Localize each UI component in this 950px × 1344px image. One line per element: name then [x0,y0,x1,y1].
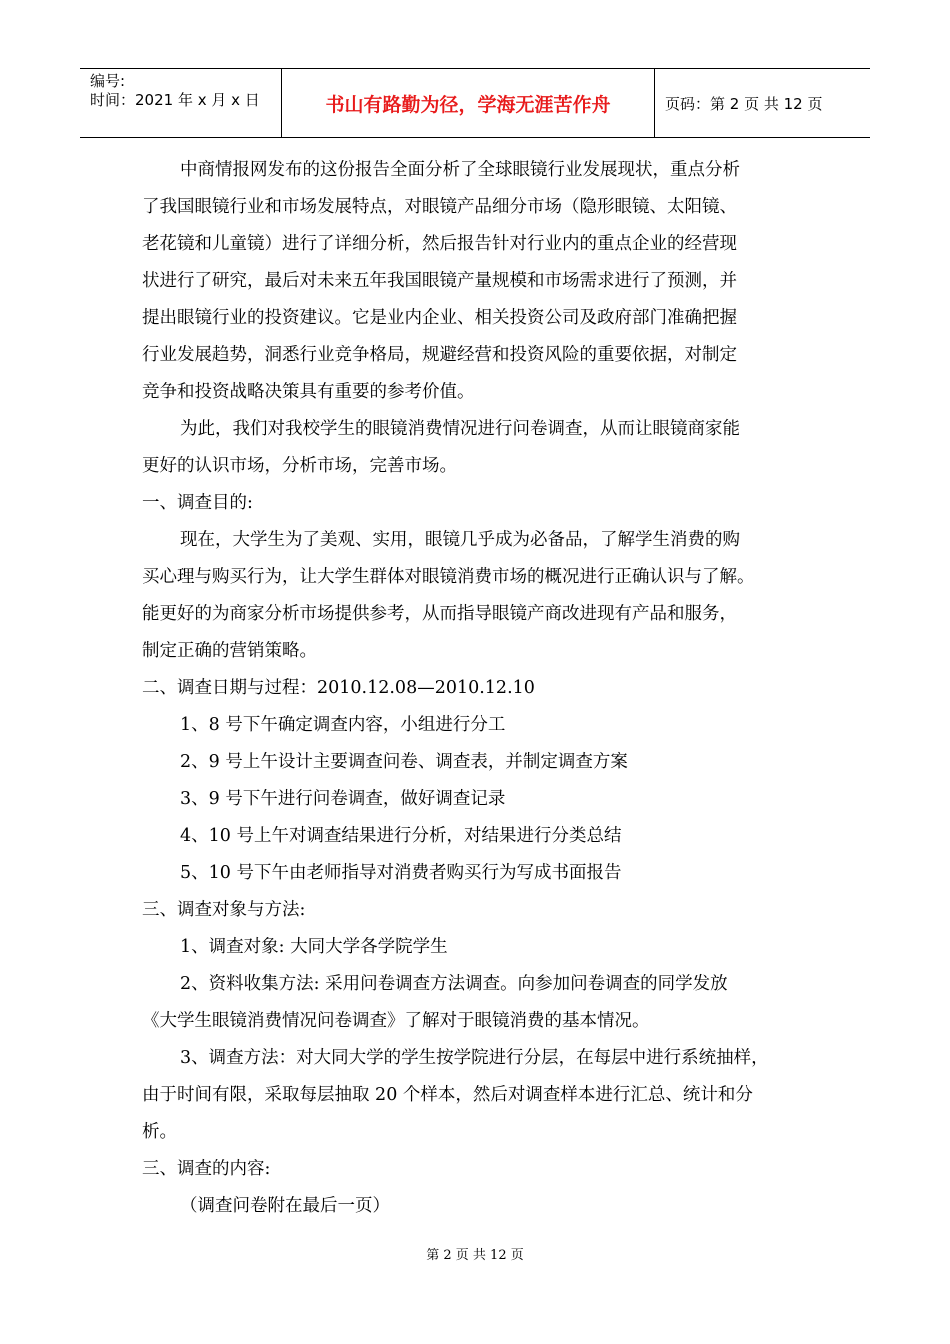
header-meta [80,69,282,137]
document-body [142,152,810,1225]
page-footer: 第 2 页 共 12 页 [426,1248,524,1263]
body-line: 能更好的为商家分析市场提供参考，从而指导眼镜产商改进现有产品和服务， [142,604,737,624]
body-line: （调查问卷附在最后一页） [180,1196,390,1216]
list-item: 1、调查对象: 大同大学各学院学生 [180,937,448,957]
header-page-info: 页码：第 2 页 共 12 页 [665,94,823,113]
body-line: 中商情报网发布的这份报告全面分析了全球眼镜行业发展现状，重点分析 [180,160,740,180]
body-line: 竞争和投资战略决策具有重要的参考价值。 [142,382,475,402]
list-item: 2、资料收集方法: 采用问卷调查方法调查。向参加问卷调查的同学发放 [180,974,728,994]
list-item: 5、10 号下午由老师指导对消费者购买行为写成书面报告 [180,863,622,883]
body-line: 买心理与购买行为，让大学生群体对眼镜消费市场的概况进行正确认识与了解。 [142,567,755,587]
time-label: 时间：2021 年 x 月 x 日 [90,91,260,109]
body-line: 现在，大学生为了美观、实用，眼镜几乎成为必备品，了解学生消费的购 [180,530,740,550]
body-line: 由于时间有限，采取每层抽取 20 个样本，然后对调查样本进行汇总、统计和分 [142,1085,753,1105]
number-label: 编号: [90,72,126,90]
list-item: 1、8 号下午确定调查内容，小组进行分工 [180,715,506,735]
body-line: 析。 [142,1122,177,1142]
list-item: 2、9 号上午设计主要调查问卷、调查表，并制定调查方案 [180,752,628,772]
section-heading: 二、调查日期与过程：2010.12.08—2010.12.10 [142,678,535,698]
list-item: 4、10 号上午对调查结果进行分析，对结果进行分类总结 [180,826,622,846]
body-line: 制定正确的营销策略。 [142,641,317,661]
body-line: 老花镜和儿童镜）进行了详细分析，然后报告针对行业内的重点企业的经营现 [142,234,737,254]
list-item: 3、9 号下午进行问卷调查，做好调查记录 [180,789,506,809]
section-heading: 三、调查的内容: [142,1159,271,1179]
body-line: 更好的认识市场，分析市场，完善市场。 [142,456,457,476]
body-line: 行业发展趋势，洞悉行业竞争格局，规避经营和投资风险的重要依据，对制定 [142,345,737,365]
section-heading: 三、调查对象与方法: [142,900,306,920]
list-item: 3、调查方法：对大同大学的学生按学院进行分层，在每层中进行系统抽样， [180,1048,769,1068]
page-header [80,68,870,138]
body-line: 《大学生眼镜消费情况问卷调查》了解对于眼镜消费的基本情况。 [142,1011,650,1031]
section-heading: 一、调查目的: [142,493,253,513]
body-line: 了我国眼镜行业和市场发展特点，对眼镜产品细分市场（隐形眼镜、太阳镜、 [142,197,737,217]
header-motto: 书山有路勤为径，学海无涯苦作舟 [282,69,655,137]
body-line: 提出眼镜行业的投资建议。它是业内企业、相关投资公司及政府部门准确把握 [142,308,737,328]
body-line: 为此，我们对我校学生的眼镜消费情况进行问卷调查，从而让眼镜商家能 [180,419,740,439]
body-line: 状进行了研究，最后对未来五年我国眼镜产量规模和市场需求进行了预测，并 [142,271,737,291]
